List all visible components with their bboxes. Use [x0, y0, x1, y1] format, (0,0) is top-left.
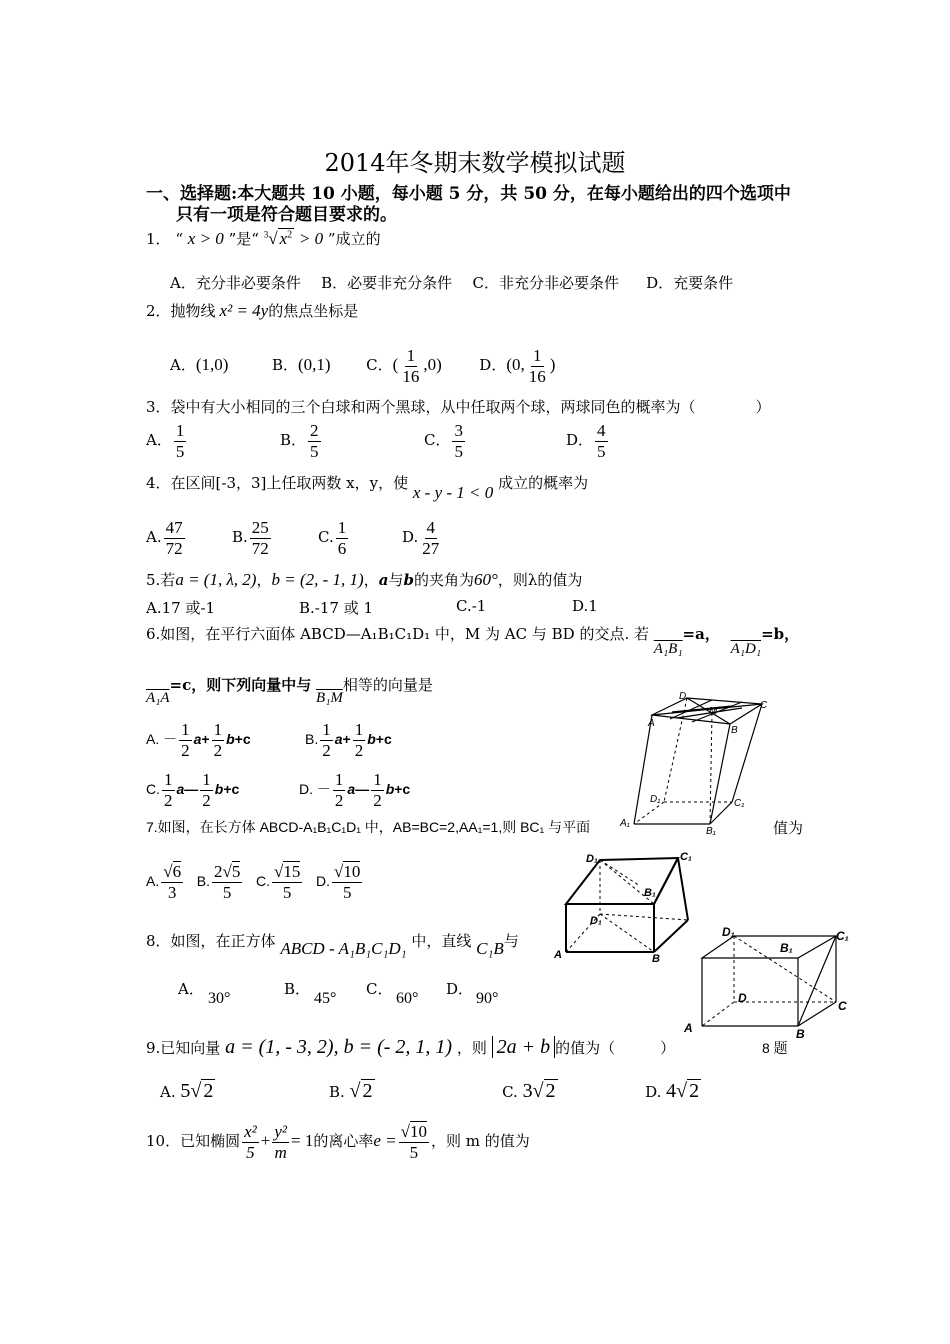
- label-B1: B₁: [780, 941, 793, 955]
- label-C1: C₁: [734, 798, 745, 809]
- q5-option-d: D.1: [572, 597, 598, 615]
- question-2-options: A．(1,0) B．(0,1) C．( $\frac{1}{16}$ ,0) D．(0, $\frac{1}{16}$ ): [170, 346, 556, 386]
- label-D: D: [738, 991, 747, 1005]
- question-8: 8．如图，在正方体 ABCD - A₁B₁C₁D₁ 中，直线 C₁B与: [146, 932, 519, 958]
- question-1: 1． “ x > 0 ”是“ $^3$√ $x^2 > 0$ ”成立的: [146, 229, 381, 248]
- question-7: 7.如图，在长方体 ABCD-A₁B₁C₁D₁ 中，AB=BC=2,AA₁=1,则 BC₁ 与平面: [146, 819, 591, 835]
- option-b: B．必要非充分条件: [321, 274, 453, 292]
- q3-option-a: A． $\frac{1}{5}$: [146, 421, 185, 461]
- q8-option-a: A．: [178, 980, 204, 998]
- q6-option-b: B. $\frac{1}{2}$ a+ $\frac{1}{2}$ b+c: [305, 720, 392, 760]
- q5-option-b: B.-17 或 1: [299, 599, 374, 617]
- label-D1: D₁: [650, 794, 661, 805]
- question-6: 6.如图，在平行六面体 ABCD—A₁B₁C₁D₁ 中，M 为 AC 与 BD 的交点. 若 A₁B₁=a， A₁D₁=b，: [146, 625, 800, 657]
- cube-figure: [680, 922, 860, 1042]
- q6-option-c: C. $\frac{1}{2}$ a— $\frac{1}{2}$ b+c: [146, 770, 240, 810]
- q8-option-b: B．: [284, 980, 311, 998]
- section-header-line2: 只有一项是符合题目要求的。: [176, 205, 397, 225]
- option-c: C．非充分非必要条件: [472, 274, 619, 292]
- figure-8-caption: 8 题: [762, 1040, 788, 1056]
- q6-option-d: D. － $\frac{1}{2}$ a— $\frac{1}{2}$ b+c: [299, 770, 411, 810]
- label-D: D: [679, 691, 687, 702]
- label-C1: C₁: [680, 851, 692, 863]
- question-7-tail: 值为: [773, 819, 804, 837]
- q3-option-d: D． $\frac{4}{5}$: [566, 421, 606, 461]
- q8-option-d: D．: [446, 980, 474, 998]
- label-B1: B₁: [644, 887, 656, 899]
- question-10: 10．已知椭圆 $\frac{\text{x²}}{5}$ + $\frac{\text{y²}}{m}$ = 1的离心率e = $\frac{√10}{5}$ ，则 m 的值为: [146, 1122, 530, 1162]
- page-title: 2014年冬期末数学模拟试题: [324, 149, 626, 177]
- label-B1: B₁: [706, 826, 716, 837]
- label-D: D₁: [590, 915, 602, 927]
- q3-option-b: B． $\frac{2}{5}$: [280, 421, 319, 461]
- label-D1: D₁: [586, 853, 598, 865]
- label-C1: C₁: [836, 929, 849, 943]
- question-9: 9.已知向量 a = (1, - 3, 2), b = (- 2, 1, 1) ，则 2a + b 的值为（ ）: [146, 1036, 676, 1058]
- q8-option-c-value: 60°: [396, 990, 419, 1007]
- section-header-line1: 一、选择题:本大题共 10 小题，每小题 5 分，共 50 分，在每小题给出的四个选项中: [146, 184, 791, 204]
- q4-option-b: B. $\frac{25}{72}$: [232, 518, 269, 558]
- q5-option-c: C.-1: [456, 597, 487, 615]
- question-6-line2: A₁A=c，则下列向量中与 B₁M相等的向量是: [146, 676, 433, 706]
- q8-option-b-value: 45°: [314, 990, 337, 1007]
- label-A1: A₁: [620, 818, 630, 829]
- label-C: C: [838, 999, 847, 1013]
- q4-option-a: A. $\frac{47}{72}$: [146, 518, 183, 558]
- q8-option-d-value: 90°: [476, 990, 499, 1007]
- label-M: M: [709, 706, 718, 717]
- label-B: B: [731, 725, 738, 736]
- label-A: A: [648, 718, 655, 729]
- label-B: B: [796, 1027, 805, 1041]
- question-9-options: A. 5√ 2 B. √ 2 C. 3√ 2 D. 4√ 2: [160, 1080, 700, 1102]
- question-7-options: A. $\frac{√6}{3}$ B. $\frac{2√5}{5}$ C. $\frac{√15}{5}$ D. $\frac{√10}{5}$: [146, 862, 361, 902]
- label-A: A: [684, 1021, 693, 1035]
- q4-option-d: D. $\frac{4}{27}$: [402, 518, 440, 558]
- question-3: 3．袋中有大小相同的三个白球和两个黑球，从中任取两个球，两球同色的概率为（ ）: [146, 398, 771, 416]
- question-4: 4．在区间[-3，3]上任取两数 x，y，使 x - y - 1 < 0 成立的概率为: [146, 474, 589, 502]
- option-a: A．充分非必要条件: [170, 274, 301, 292]
- label-C: C: [760, 700, 768, 711]
- parallelepiped-figure: [612, 688, 772, 838]
- question-2: 2．抛物线 x² = 4y的焦点坐标是: [146, 301, 359, 320]
- q4-option-c: C. $\frac{1}{6}$: [318, 518, 347, 558]
- label-A: A: [554, 949, 562, 961]
- q3-option-c: C． $\frac{3}{5}$: [424, 421, 463, 461]
- label-B: B: [652, 953, 660, 965]
- option-d: D．充要条件: [646, 274, 734, 292]
- question-1-options: [170, 272, 733, 293]
- q6-option-a: A. － $\frac{1}{2}$ a+ $\frac{1}{2}$ b+c: [146, 720, 251, 760]
- q8-option-c: C．: [366, 980, 393, 998]
- question-5: 5.若a = (1, λ, 2)，b = (2, - 1, 1)，a与b的夹角为60°，则λ的值为: [146, 570, 583, 589]
- q5-option-a: A.17 或-1: [146, 599, 216, 617]
- label-D1: D₁: [722, 925, 735, 939]
- q8-option-a-value: 30°: [208, 990, 231, 1007]
